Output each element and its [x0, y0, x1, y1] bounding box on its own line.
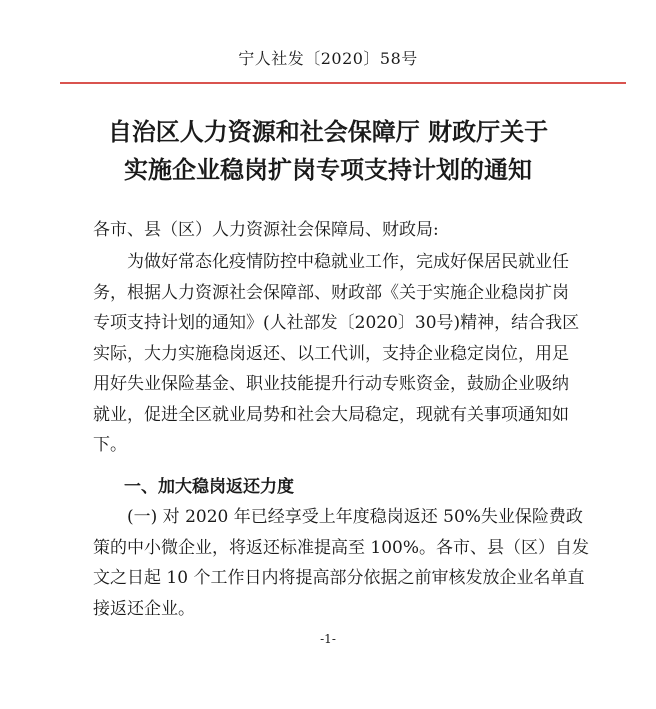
paragraph-line: 实际，大力实施稳岗返还、以工代训，支持企业稳定岗位，用足	[93, 343, 569, 364]
paragraph-line: 接返还企业。	[93, 598, 195, 619]
paragraph-line: 策的中小微企业，将返还标准提高至 100%。各市、县（区）自发	[93, 537, 590, 558]
paragraph-intro	[93, 247, 580, 461]
page-number: -1-	[320, 632, 336, 646]
paragraph-line: 用好失业保险基金、职业技能提升行动专账资金，鼓励企业吸纳	[93, 374, 569, 394]
paragraph-line: (一) 对 2020 年已经享受上年度稳岗返还 50%失业保险费政	[93, 507, 583, 527]
addressee: 各市、县（区）人力资源社会保障局、财政局:	[93, 220, 439, 240]
title-line-1: 自治区人力资源和社会保障厅 财政厅关于	[107, 118, 549, 146]
red-header-rule	[60, 82, 626, 84]
paragraph-section-1	[93, 502, 590, 624]
paragraph-line: 专项支持计划的通知》(人社部发〔2020〕30号)精神，结合我区	[93, 313, 580, 333]
title-line-2: 实施企业稳岗扩岗专项支持计划的通知	[124, 156, 532, 184]
paragraph-line: 务，根据人力资源社会保障部、财政部《关于实施企业稳岗扩岗	[93, 282, 569, 303]
document-title	[0, 113, 656, 189]
document-number: 宁人社发〔2020〕58号	[238, 49, 418, 68]
paragraph-line: 就业，促进全区就业局势和社会大局稳定，现就有关事项通知如	[93, 404, 569, 425]
paragraph-line: 下。	[93, 435, 127, 455]
paragraph-line: 文之日起 10 个工作日内将提高部分依据之前审核发放企业名单直	[93, 568, 585, 588]
paragraph-line: 为做好常态化疫情防控中稳就业工作，完成好保居民就业任	[93, 252, 569, 272]
section-heading: 一、加大稳岗返还力度	[124, 477, 294, 497]
